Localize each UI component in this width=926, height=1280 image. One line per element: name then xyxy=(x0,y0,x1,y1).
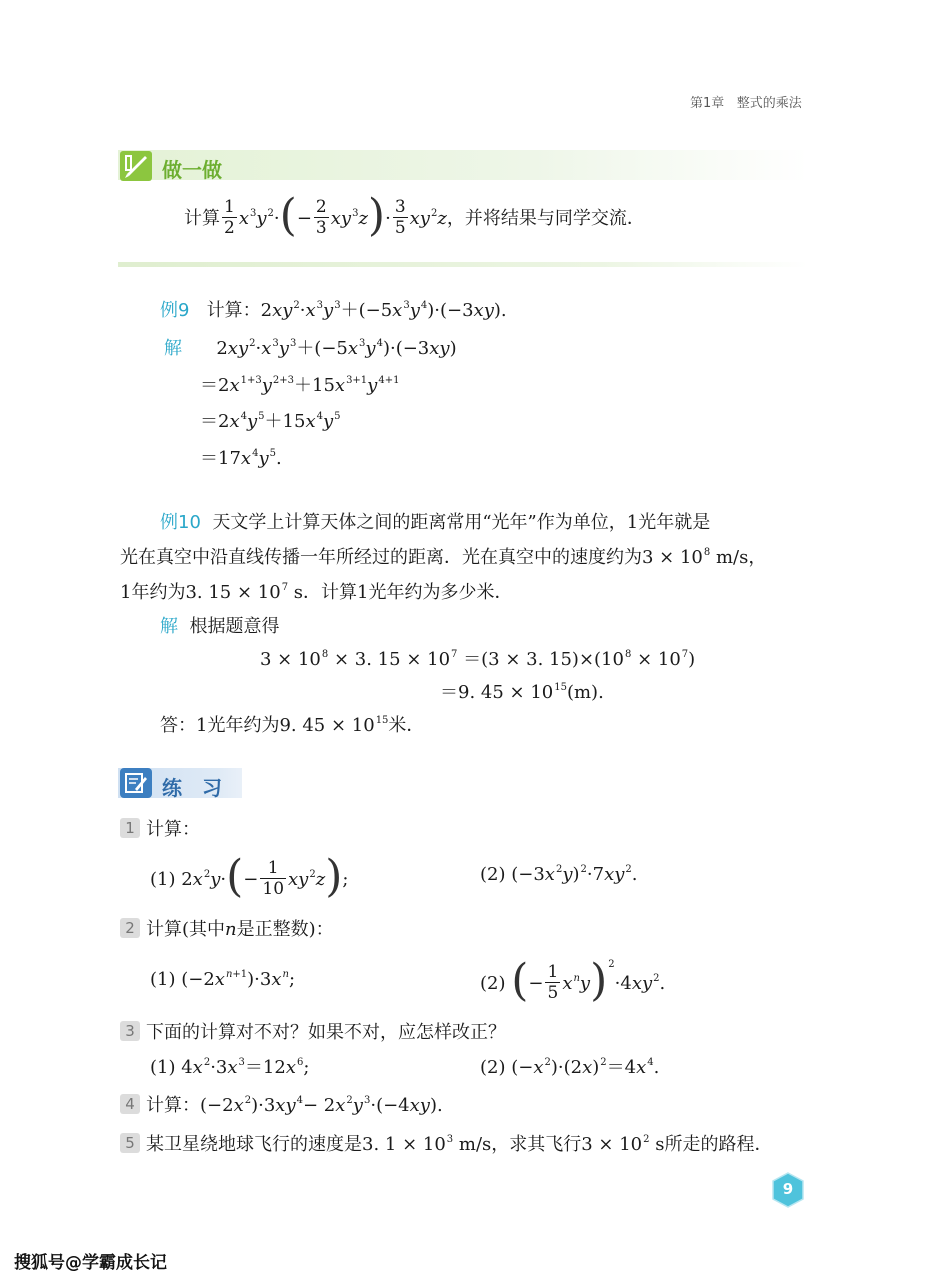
watermark-text: 搜狐号@学霸成长记 xyxy=(14,1253,167,1273)
example9-solution-line4: $=17x^4y^5$. xyxy=(200,448,282,469)
q3-number-badge: 3 xyxy=(120,1021,140,1041)
example10-label: 例10 xyxy=(160,512,201,533)
pencil-ruler-icon xyxy=(120,151,152,181)
example9-statement: 例9 计算：$2xy^2\cdot x^3y^3+(-5x^3y^4)\cdot(-3xy)$. xyxy=(160,300,507,321)
q2-part1: (1) $(-2x^{n+1})\cdot 3x^n$; xyxy=(150,969,296,990)
example9-prompt: 计算： xyxy=(206,300,261,321)
example9-solution-label: 解 xyxy=(164,338,182,359)
example10-answer-exp: 15 xyxy=(375,715,389,726)
exercise-title: 练 习 xyxy=(162,776,222,800)
example10-answer xyxy=(160,717,424,735)
q3-text: 下面的计算对不对？如果不对，应怎样改正？ xyxy=(146,1022,506,1043)
chapter-title: 整式的乘法 xyxy=(736,96,802,111)
notepad-pencil-icon xyxy=(120,768,152,798)
activity-title: 做一做 xyxy=(162,158,222,182)
q2-var: n xyxy=(225,919,237,940)
q5-exp1: 3 xyxy=(446,1134,454,1145)
q3-part2: (2) $(-x^2)\cdot(2x)^2=4x^4$. xyxy=(480,1057,660,1078)
activity-prompt: 计算 $\frac{1}{2}$ $x^3y^2\cdot(-$ $\frac{2}{3}$ $xy^3z)\cdot$ $\frac{3}{5}$ $xy^2z$，并将结果与同学交流． xyxy=(184,190,645,241)
q5-number-badge: 5 xyxy=(120,1133,140,1153)
example10-line2 xyxy=(120,549,766,567)
page-number-badge xyxy=(770,1172,806,1208)
example10-text3b: s．计算1光年约为多少米． xyxy=(288,582,513,603)
q2-text-post: 是正整数)： xyxy=(236,919,334,940)
activity-pre: 计算 xyxy=(184,208,220,229)
q3-part1: (1) $4x^2\cdot 3x^3=12x^6$; xyxy=(150,1057,310,1078)
exercise-q3 xyxy=(120,1023,506,1043)
exercise-q2 xyxy=(120,920,334,940)
running-header xyxy=(690,92,802,111)
example10-solution-text: 根据题意得 xyxy=(189,616,280,637)
example10-text3a: 1年约为3. 15 × 10 xyxy=(120,582,281,603)
example10-line3 xyxy=(120,584,512,602)
chapter-number: 第1章 xyxy=(690,96,725,111)
exercise-q1 xyxy=(120,820,200,840)
q4-text: 计算： xyxy=(146,1095,200,1116)
example9-solution-line2: $=2x^{1+3}y^{2+3}+15x^{3+1}y^{4+1}$ xyxy=(200,375,400,396)
example10-text2a: 光在真空中沿直线传播一年所经过的距离．光在真空中的速度约为3 × 10 xyxy=(120,547,703,568)
example10-text1: 天文学上计算天体之间的距离常用“光年”作为单位，1光年就是 xyxy=(212,512,711,533)
exercise-q4: 4 计算：$(-2x^2)\cdot 3xy^4- 2x^2y^3\cdot(-4xy)$. xyxy=(120,1096,443,1116)
example10-calc2: ＝9. $45 \times 10^{15}(m)$. xyxy=(440,682,604,703)
example9-solution-line3: $=2x^4y^5+15x^4y^5$ xyxy=(200,411,341,432)
q1-part2: (2) $(-3x^2y)^2\cdot 7xy^2$. xyxy=(480,864,638,885)
q4-number-badge: 4 xyxy=(120,1094,140,1114)
activity-post: ，并将结果与同学交流． xyxy=(446,208,645,229)
example9-label: 例9 xyxy=(160,300,190,321)
example10-exp2: 8 xyxy=(703,547,711,558)
q1-part1: (1) $2x^2y\cdot(-$ $\frac{1}{10}$ $xy^2z$); xyxy=(150,851,349,902)
exercise-q5 xyxy=(120,1135,772,1155)
activity-bottom-rule xyxy=(118,262,808,267)
q2-number-badge: 2 xyxy=(120,918,140,938)
example10-exp3: 7 xyxy=(281,582,289,593)
q5-text-pre: 某卫星绕地球飞行的速度是3. 1 × 10 xyxy=(146,1134,446,1155)
page-number: 9 xyxy=(782,1180,794,1198)
example10-answer-pre: 答：1光年约为9. 45 × 10 xyxy=(160,715,375,736)
example10-line1 xyxy=(160,514,710,532)
q2-part2: (2) (− $\frac{1}{5}$ $x^ny)^2\cdot 4xy^2$. xyxy=(480,955,666,1006)
example10-solution xyxy=(160,618,279,636)
q1-text: 计算： xyxy=(146,819,200,840)
q5-text-post: s所走的路程． xyxy=(649,1134,773,1155)
q5-text-mid: m/s，求其飞行3 × 10 xyxy=(453,1134,643,1155)
example10-text2b: m/s， xyxy=(710,547,767,568)
q1-number-badge: 1 xyxy=(120,818,140,838)
example9-solution-line1: 解 $2xy^2\cdot x^3y^3+(-5x^3y^4)\cdot(-3xy)$ xyxy=(164,338,457,359)
q2-text-pre: 计算(其中 xyxy=(146,919,226,940)
q5-exp2: 2 xyxy=(643,1134,650,1145)
example10-calc1: $3 \times 10^8 \times 3$. $15 \times 10^7 =(3 \times 3$. $15)\times(10^8 \times 10^7)$ xyxy=(260,649,696,670)
example10-answer-post: 米． xyxy=(388,715,425,736)
example10-solution-label: 解 xyxy=(160,616,178,637)
